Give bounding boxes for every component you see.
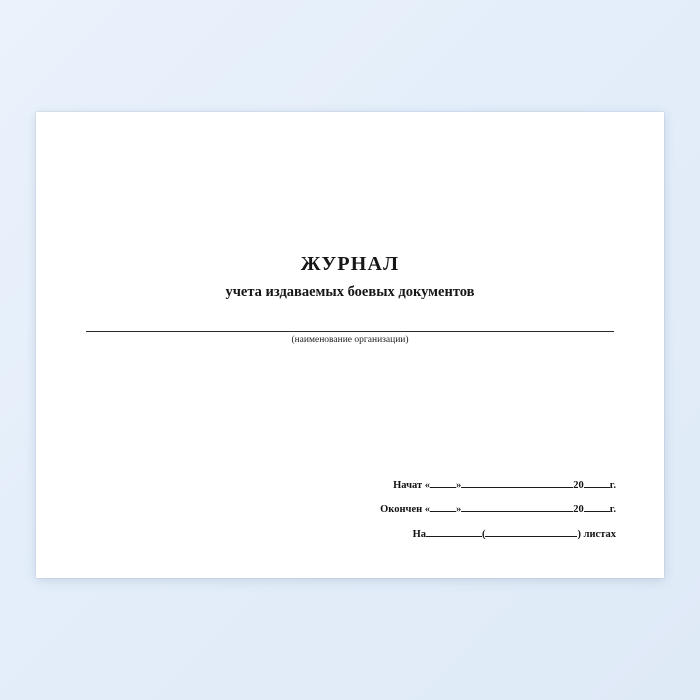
sheets-paren-open: ( [481, 528, 486, 540]
sheets-paren-close: ) [577, 528, 581, 540]
finished-line [380, 505, 616, 516]
page-subtitle: учета издаваемых боевых документов [225, 284, 475, 300]
started-year-prefix: 20 [573, 479, 584, 491]
started-year-blank [584, 487, 610, 488]
finished-month-blank [461, 511, 573, 512]
started-month-blank [461, 487, 573, 488]
started-year-suffix: г. [609, 479, 616, 491]
finished-label: Окончен « [380, 504, 431, 515]
finished-year-suffix: г. [609, 504, 616, 515]
title-block [36, 252, 664, 301]
organization-rule [86, 330, 614, 332]
sheets-words-blank [485, 536, 577, 537]
finished-quote-close: » [456, 504, 462, 515]
sheets-suffix: листах [583, 528, 616, 540]
finished-day-blank [430, 511, 456, 512]
organization-block [86, 330, 614, 345]
page-title: ЖУРНАЛ [300, 253, 400, 275]
finished-year-blank [584, 511, 610, 512]
sheets-count-blank [426, 536, 482, 537]
started-quote-close: » [456, 479, 462, 491]
document-page [36, 112, 664, 578]
finished-year-prefix: 20 [573, 504, 584, 515]
document-content [36, 112, 664, 578]
organization-caption: (наименование организации) [291, 335, 409, 345]
started-day-blank [430, 487, 456, 488]
sheets-prefix: На [412, 528, 426, 540]
footer-block [380, 481, 616, 541]
sheets-line [380, 530, 616, 541]
started-line [380, 481, 616, 492]
started-label: Начат « [393, 479, 431, 491]
